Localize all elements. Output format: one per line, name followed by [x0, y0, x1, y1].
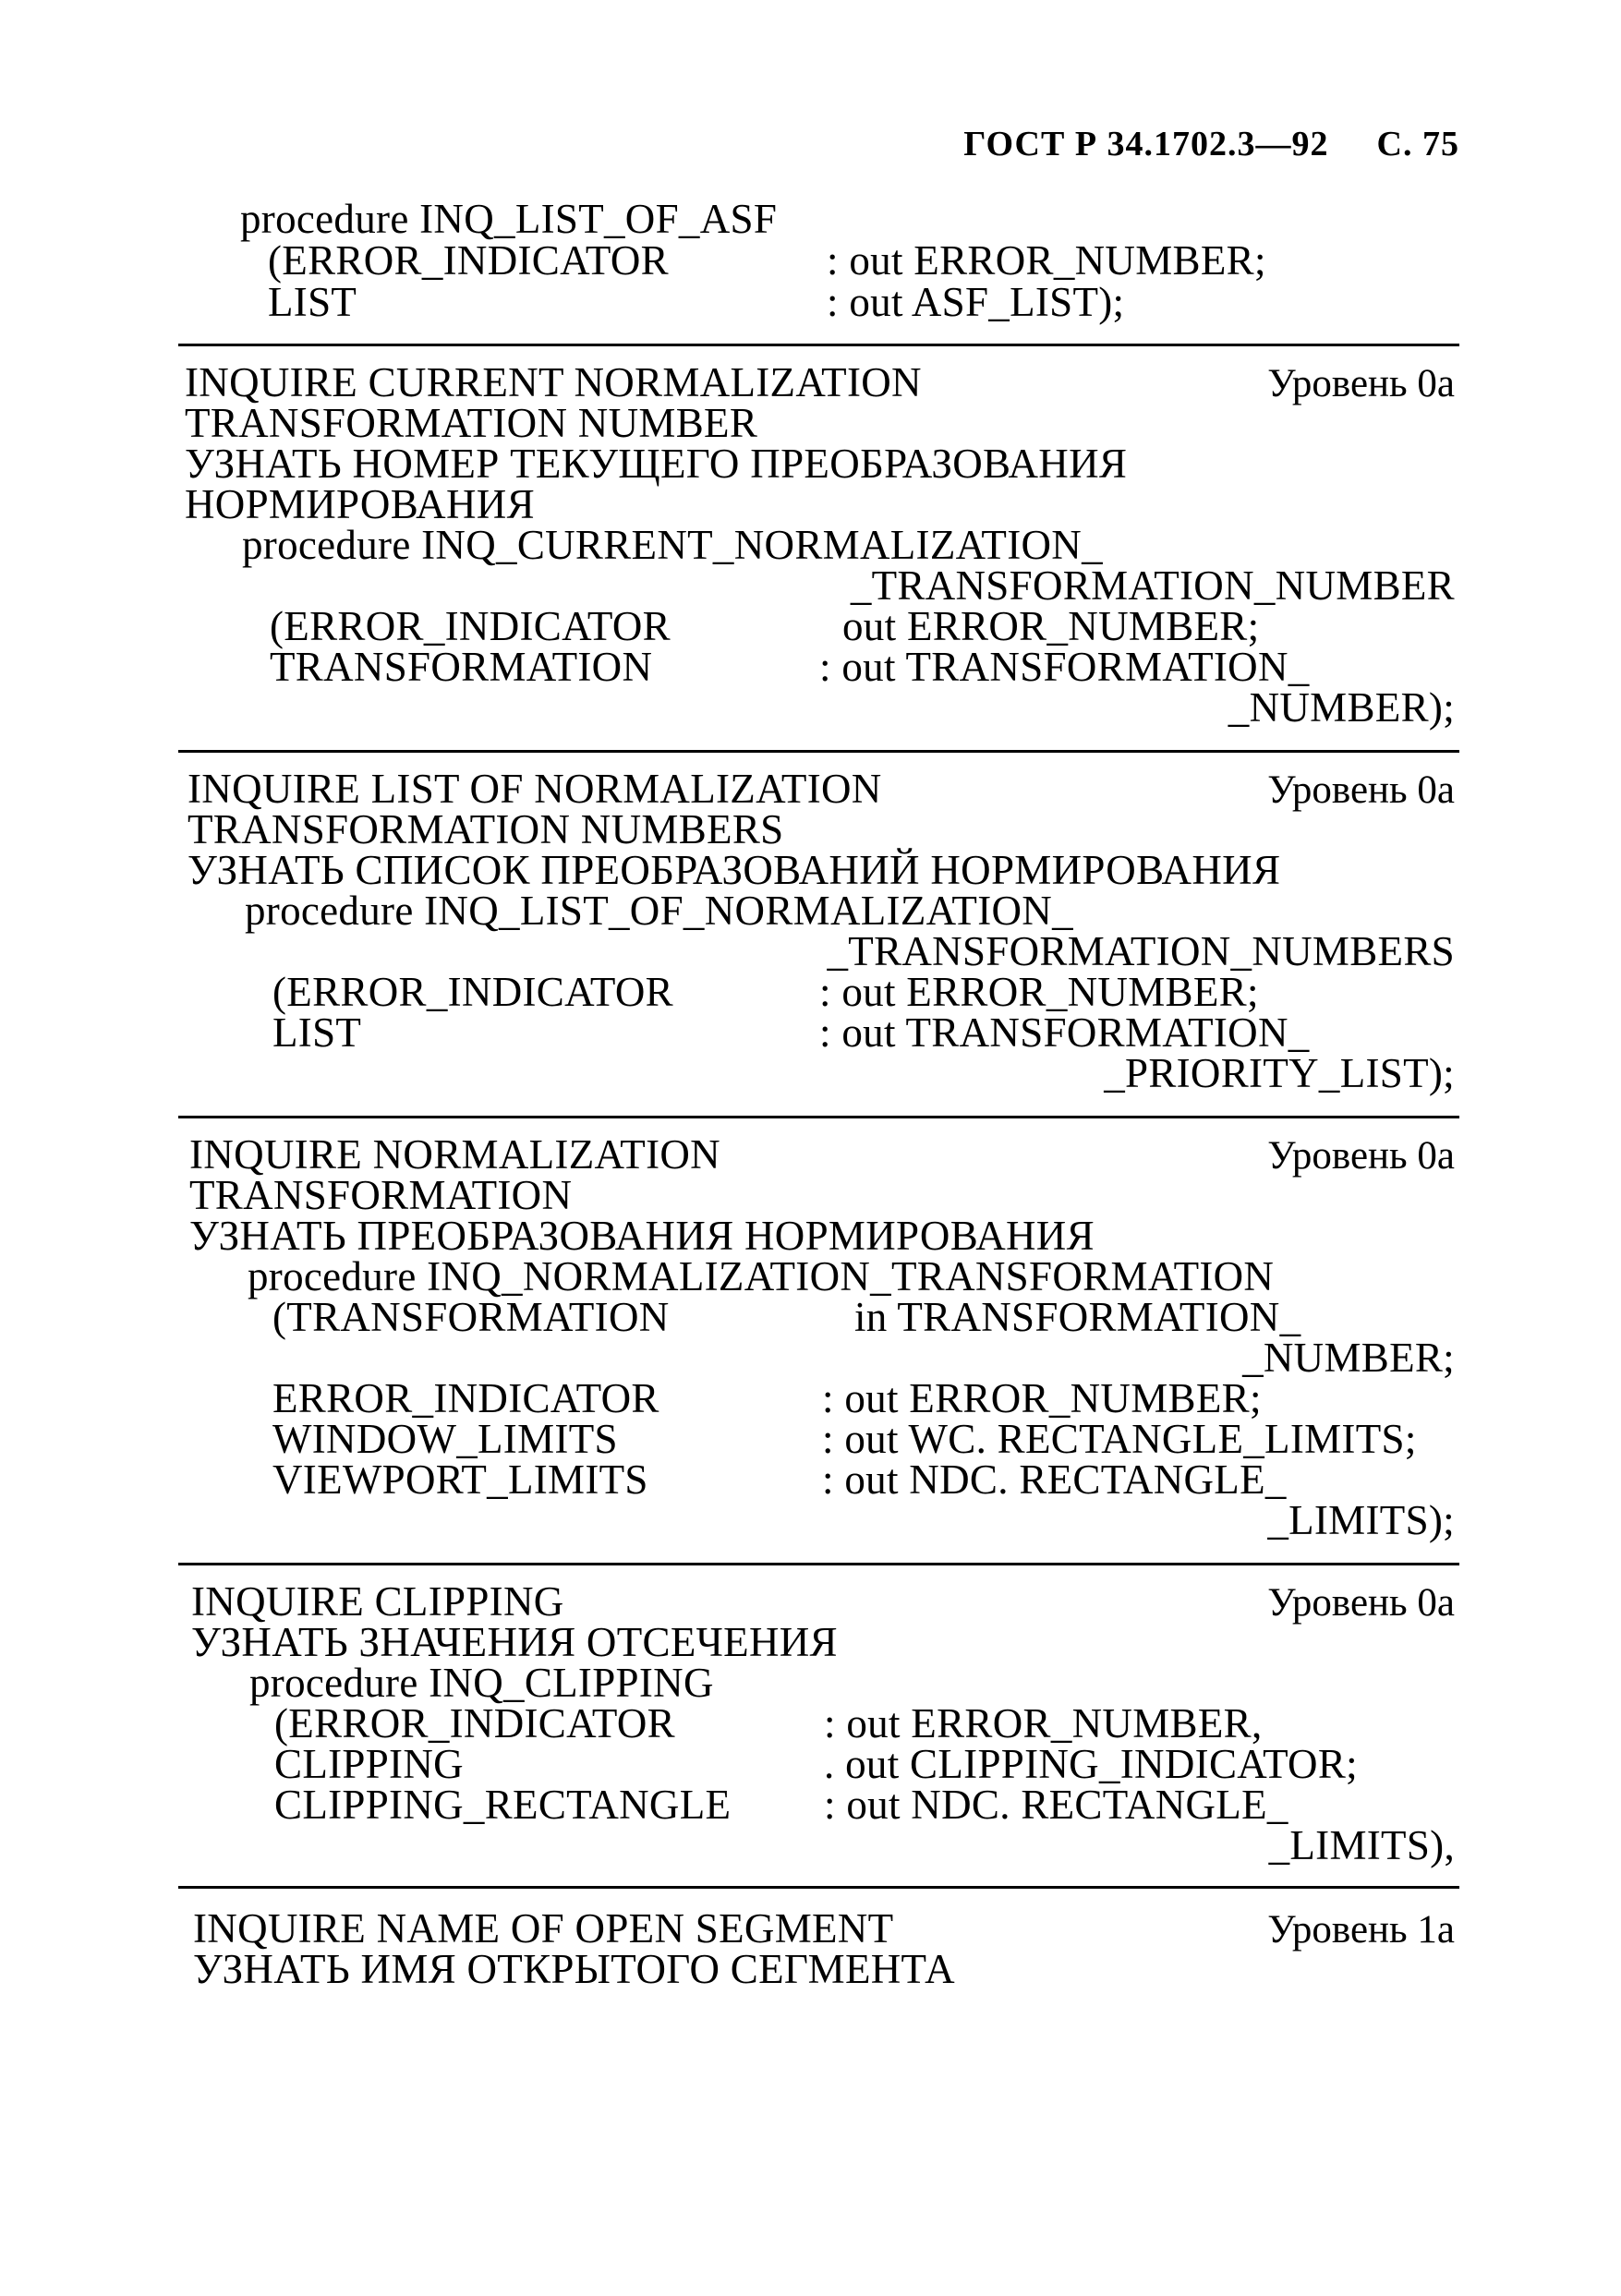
param-name: (ERROR_INDICATOR: [268, 237, 669, 284]
function-title-en: INQUIRE NAME OF OPEN SEGMENT: [193, 1905, 894, 1952]
param-name: (ERROR_INDICATOR: [270, 603, 671, 649]
param-type: : out WC. RECTANGLE_LIMITS;: [822, 1416, 1417, 1462]
param-name: TRANSFORMATION: [270, 644, 653, 690]
param-type: _LIMITS),: [1268, 1822, 1455, 1868]
param-type: : out ERROR_NUMBER;: [822, 1375, 1262, 1421]
procedure-line: procedure INQ_CLIPPING: [249, 1660, 714, 1706]
param-type: : out ASF_LIST);: [827, 279, 1125, 325]
param-name: (ERROR_INDICATOR: [272, 969, 673, 1015]
function-title-ru: НОРМИРОВАНИЯ: [185, 481, 535, 527]
section-divider: [178, 1563, 1459, 1565]
procedure-line: procedure INQ_LIST_OF_NORMALIZATION_: [245, 888, 1073, 934]
param-type: . out CLIPPING_INDICATOR;: [824, 1741, 1358, 1787]
section-divider: [178, 344, 1459, 346]
function-title-ru: УЗНАТЬ ИМЯ ОТКРЫТОГО СЕГМЕНТА: [193, 1946, 955, 1992]
param-type: : out NDC. RECTANGLE_: [824, 1782, 1288, 1828]
level-label: Уровень 0а: [1267, 1581, 1455, 1625]
param-name: (TRANSFORMATION: [272, 1294, 670, 1340]
param-name: ERROR_INDICATOR: [272, 1375, 659, 1421]
param-name: VIEWPORT_LIMITS: [272, 1456, 648, 1503]
param-name: WINDOW_LIMITS: [272, 1416, 618, 1462]
param-name: LIST: [268, 279, 357, 325]
function-title-en: TRANSFORMATION: [189, 1172, 573, 1218]
function-title-en: INQUIRE CLIPPING: [191, 1578, 564, 1625]
param-type: in TRANSFORMATION_: [854, 1294, 1301, 1340]
param-name: CLIPPING_RECTANGLE: [274, 1782, 732, 1828]
param-type: : out TRANSFORMATION_: [819, 1009, 1310, 1056]
param-type: _NUMBER;: [1242, 1335, 1455, 1381]
param-type: : out ERROR_NUMBER;: [827, 237, 1266, 284]
running-header: [961, 124, 1459, 164]
param-type: _LIMITS);: [1267, 1497, 1455, 1543]
procedure-line: _TRANSFORMATION_NUMBER: [850, 562, 1455, 609]
function-title-ru: УЗНАТЬ ЗНАЧЕНИЯ ОТСЕЧЕНИЯ: [191, 1619, 838, 1665]
param-name: (ERROR_INDICATOR: [274, 1700, 675, 1746]
function-title-ru: УЗНАТЬ ПРЕОБРАЗОВАНИЯ НОРМИРОВАНИЯ: [189, 1213, 1095, 1259]
function-title-en: TRANSFORMATION NUMBER: [185, 400, 758, 446]
section-divider: [178, 1886, 1459, 1889]
param-type: : out NDC. RECTANGLE_: [822, 1456, 1287, 1503]
function-title-en: TRANSFORMATION NUMBERS: [188, 806, 784, 852]
section-divider: [178, 1116, 1459, 1118]
standard-number: ГОСТ Р 34.1702.3—92: [963, 125, 1329, 163]
procedure-line: procedure INQ_LIST_OF_ASF: [240, 196, 778, 242]
level-label: Уровень 0а: [1267, 1134, 1455, 1178]
function-title-ru: УЗНАТЬ СПИСОК ПРЕОБРАЗОВАНИЙ НОРМИРОВАНИЯ: [188, 847, 1281, 893]
param-type: _NUMBER);: [1228, 684, 1455, 731]
function-title-ru: УЗНАТЬ НОМЕР ТЕКУЩЕГО ПРЕОБРАЗОВАНИЯ: [185, 441, 1128, 487]
page-number: С. 75: [1376, 125, 1459, 163]
procedure-line: procedure INQ_NORMALIZATION_TRANSFORMATION: [248, 1253, 1275, 1299]
procedure-line: _TRANSFORMATION_NUMBERS: [827, 928, 1455, 974]
procedure-line: procedure INQ_CURRENT_NORMALIZATION_: [242, 522, 1103, 568]
param-type: : out ERROR_NUMBER;: [819, 969, 1259, 1015]
param-name: CLIPPING: [274, 1741, 464, 1787]
function-title-en: INQUIRE CURRENT NORMALIZATION: [185, 359, 922, 405]
level-label: Уровень 0а: [1267, 362, 1455, 405]
param-type: out ERROR_NUMBER;: [842, 603, 1260, 649]
param-type: : out ERROR_NUMBER,: [824, 1700, 1263, 1746]
section-divider: [178, 750, 1459, 753]
param-name: LIST: [272, 1009, 362, 1056]
level-label: Уровень 1а: [1267, 1908, 1455, 1952]
param-type: : out TRANSFORMATION_: [819, 644, 1310, 690]
param-type: _PRIORITY_LIST);: [1104, 1050, 1455, 1096]
function-title-en: INQUIRE NORMALIZATION: [189, 1131, 720, 1178]
level-label: Уровень 0а: [1267, 768, 1455, 812]
function-title-en: INQUIRE LIST OF NORMALIZATION: [188, 766, 882, 812]
